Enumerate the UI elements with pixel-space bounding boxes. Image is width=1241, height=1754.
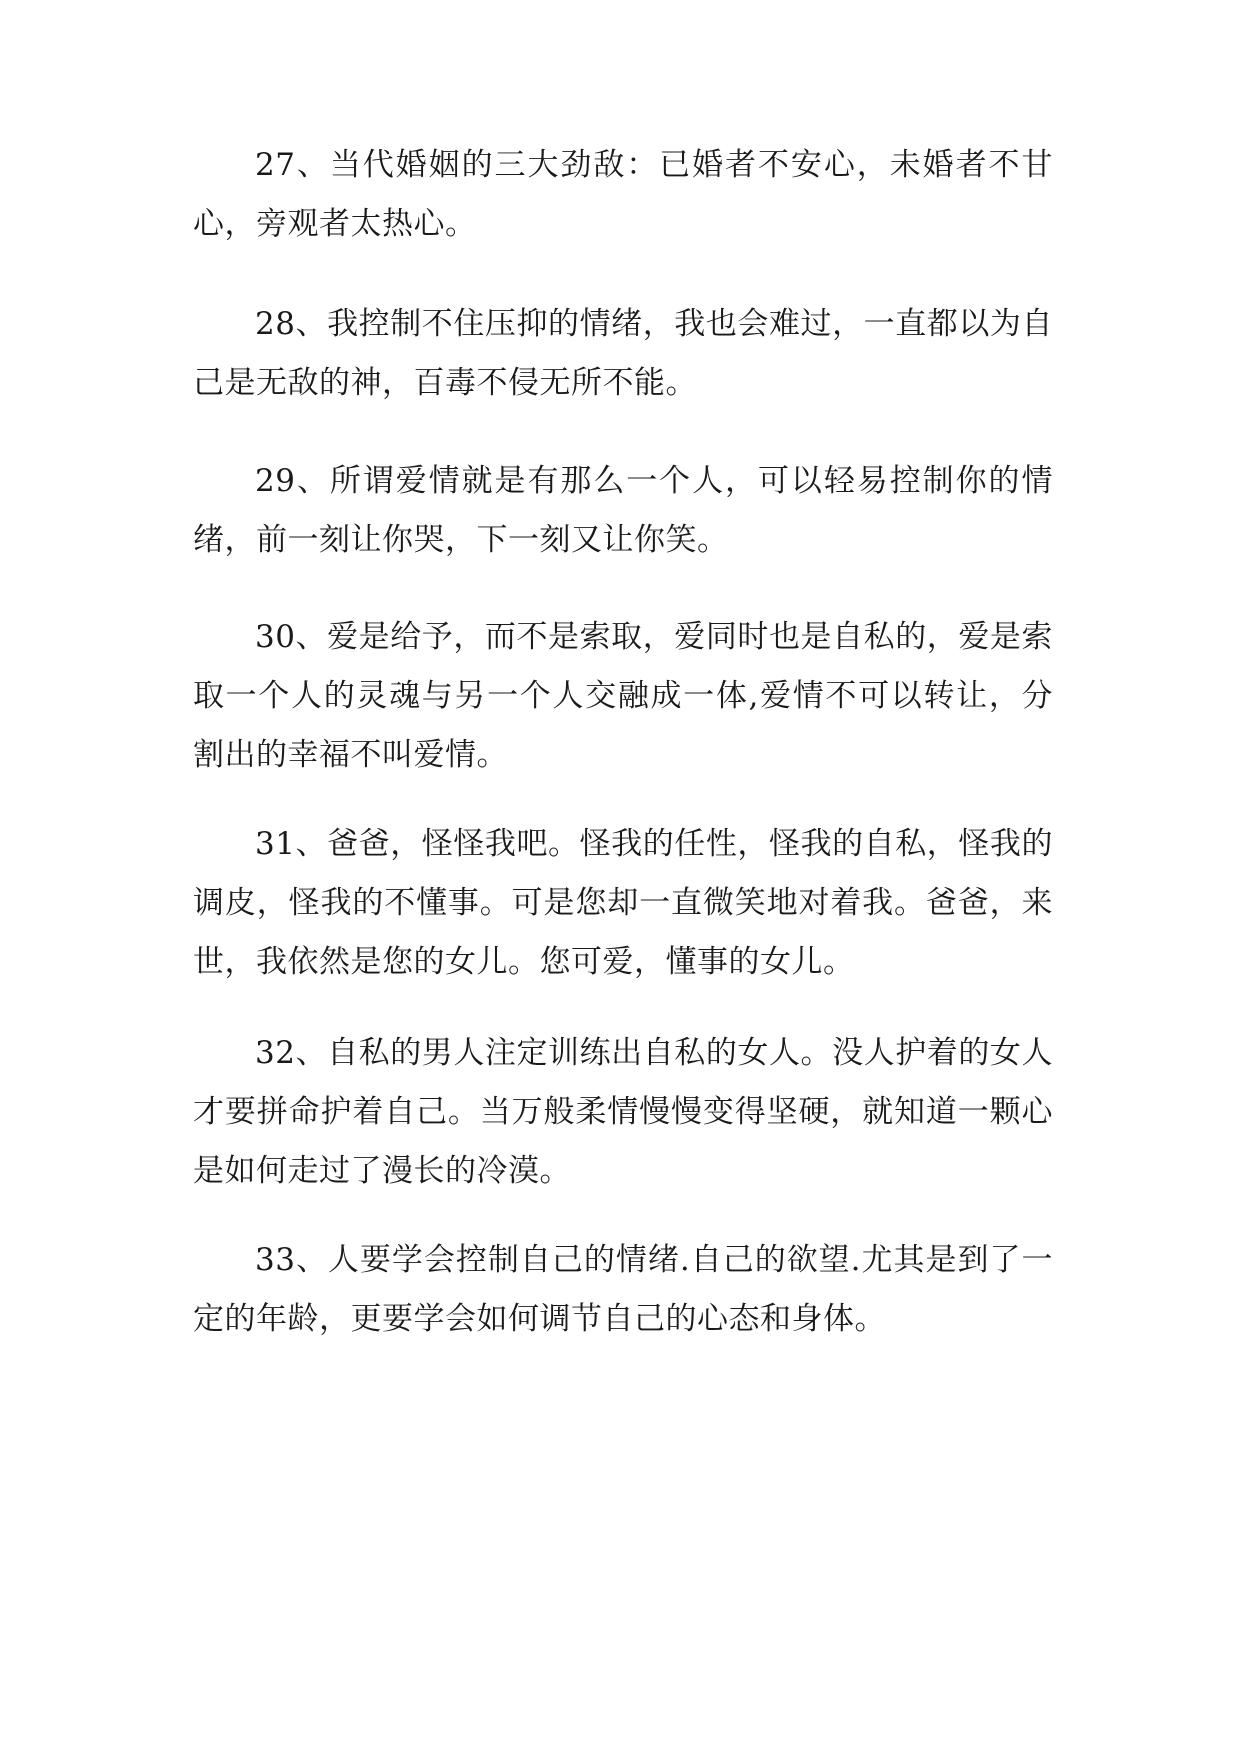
paragraph-31: 31、爸爸，怪怪我吧。怪我的任性，怪我的自私，怪我的调皮，怪我的不懂事。可是您却一直微笑地对着我。爸爸，来世，我依然是您的女儿。您可爱，懂事的女儿。: [193, 826, 1053, 980]
paragraph-33: 33、人要学会控制自己的情绪.自己的欲望.尤其是到了一定的年龄，更要学会如何调节自己的心态和身体。: [193, 1242, 1053, 1337]
paragraph-28: 28、我控制不住压抑的情绪，我也会难过，一直都以为自己是无敌的神，百毒不侵无所不能。: [193, 306, 1053, 401]
paragraph-30: 30、爱是给予，而不是索取，爱同时也是自私的，爱是索取一个人的灵魂与另一个人交融成一体,爱情不可以转让，分割出的幸福不叫爱情。: [193, 619, 1053, 773]
paragraph-27: 27、当代婚姻的三大劲敌：已婚者不安心，未婚者不甘心，旁观者太热心。: [193, 147, 1053, 242]
paragraph-29: 29、所谓爱情就是有那么一个人，可以轻易控制你的情绪，前一刻让你哭，下一刻又让你笑。: [193, 463, 1053, 558]
paragraph-32: 32、自私的男人注定训练出自私的女人。没人护着的女人才要拼命护着自己。当万般柔情慢慢变得坚硬，就知道一颗心是如何走过了漫长的冷漠。: [193, 1035, 1053, 1189]
